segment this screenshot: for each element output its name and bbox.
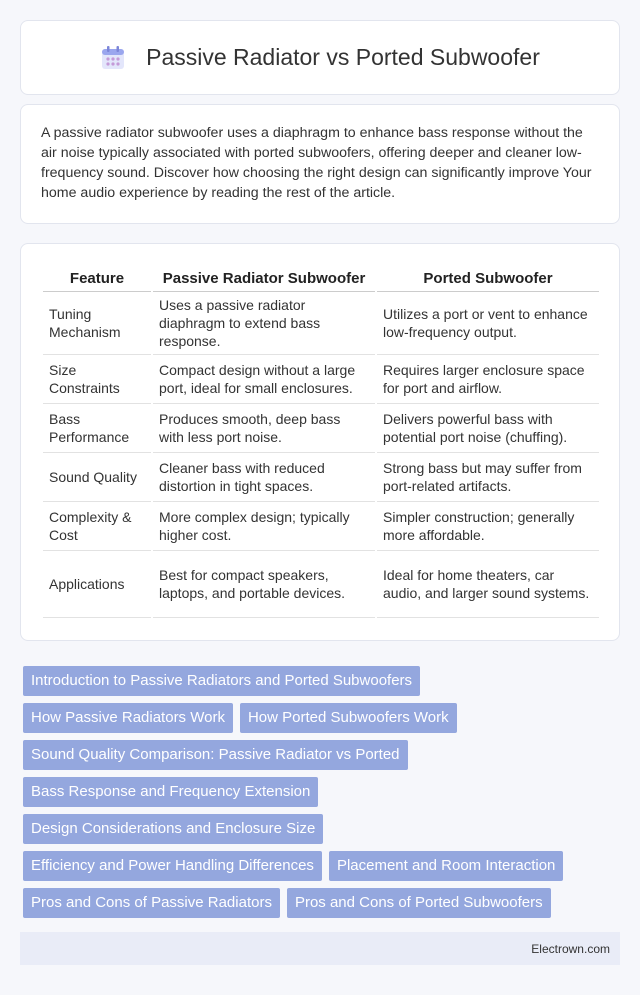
calendar-icon: [100, 45, 126, 71]
table-cell-feature: Bass Performance: [43, 404, 151, 453]
table-cell: Simpler construction; generally more affordable.: [377, 502, 599, 551]
table-row: [43, 404, 599, 453]
tag-introduction[interactable]: Introduction to Passive Radiators and Ported Subwoofers: [23, 666, 420, 696]
tag-how-ported-subwoofers-work[interactable]: How Ported Subwoofers Work: [240, 703, 457, 733]
table-row: [43, 355, 599, 404]
table-cell: Produces smooth, deep bass with less port noise.: [153, 404, 375, 453]
tag-design-considerations[interactable]: Design Considerations and Enclosure Size: [23, 814, 323, 844]
title-card: [20, 20, 620, 95]
table-row: [43, 551, 599, 618]
comparison-card: [20, 243, 620, 641]
table-row: [43, 502, 599, 551]
table-cell: Cleaner bass with reduced distortion in tight spaces.: [153, 453, 375, 502]
table-row: [43, 292, 599, 355]
tag-pros-cons-passive[interactable]: Pros and Cons of Passive Radiators: [23, 888, 280, 918]
table-cell: Ideal for home theaters, car audio, and larger sound systems.: [377, 551, 599, 618]
tag-row: [23, 740, 623, 770]
header-passive-radiator: Passive Radiator Subwoofer: [153, 266, 375, 292]
table-cell-feature: Size Constraints: [43, 355, 151, 404]
tag-placement-room[interactable]: Placement and Room Interaction: [329, 851, 563, 881]
tag-row: [23, 666, 623, 696]
table-cell: Strong bass but may suffer from port-related artifacts.: [377, 453, 599, 502]
header-ported: Ported Subwoofer: [377, 266, 599, 292]
table-cell: Best for compact speakers, laptops, and portable devices.: [153, 551, 375, 618]
tag-row: [23, 703, 623, 733]
tag-bass-response[interactable]: Bass Response and Frequency Extension: [23, 777, 318, 807]
table-cell: Delivers powerful bass with potential port noise (chuffing).: [377, 404, 599, 453]
table-cell: Requires larger enclosure space for port and airflow.: [377, 355, 599, 404]
tag-row: [23, 777, 623, 807]
table-cell: Uses a passive radiator diaphragm to extend bass response.: [153, 292, 375, 355]
table-cell: Compact design without a large port, ideal for small enclosures.: [153, 355, 375, 404]
topic-tags: [23, 666, 623, 925]
tag-sound-quality-comparison[interactable]: Sound Quality Comparison: Passive Radiator vs Ported: [23, 740, 408, 770]
intro-card: [20, 104, 620, 224]
page-title: Passive Radiator vs Ported Subwoofer: [146, 44, 540, 70]
tag-row: [23, 851, 623, 881]
table-cell-feature: Tuning Mechanism: [43, 292, 151, 355]
table-cell: Utilizes a port or vent to enhance low-frequency output.: [377, 292, 599, 355]
tag-row: [23, 814, 623, 844]
table-cell-feature: Complexity & Cost: [43, 502, 151, 551]
table-cell: More complex design; typically higher cost.: [153, 502, 375, 551]
table-header-row: [43, 266, 599, 292]
comparison-table: [41, 266, 601, 618]
footer-site-name: Electrown.com: [531, 941, 610, 956]
tag-how-passive-radiators-work[interactable]: How Passive Radiators Work: [23, 703, 233, 733]
header-feature: Feature: [43, 266, 151, 292]
table-cell-feature: Sound Quality: [43, 453, 151, 502]
intro-paragraph: A passive radiator subwoofer uses a diaphragm to enhance bass response without the air noise typically associated with ported subwoofers, offering deeper and cleaner low-frequency sound. Discover how choosing the right design can significantly improve Your home audio experience by reading the rest of the article.: [41, 125, 592, 201]
table-row: [43, 453, 599, 502]
table-cell-feature: Applications: [43, 551, 151, 618]
footer: [20, 932, 620, 965]
tag-row: [23, 888, 623, 918]
tag-pros-cons-ported[interactable]: Pros and Cons of Ported Subwoofers: [287, 888, 551, 918]
tag-efficiency-power[interactable]: Efficiency and Power Handling Differences: [23, 851, 322, 881]
